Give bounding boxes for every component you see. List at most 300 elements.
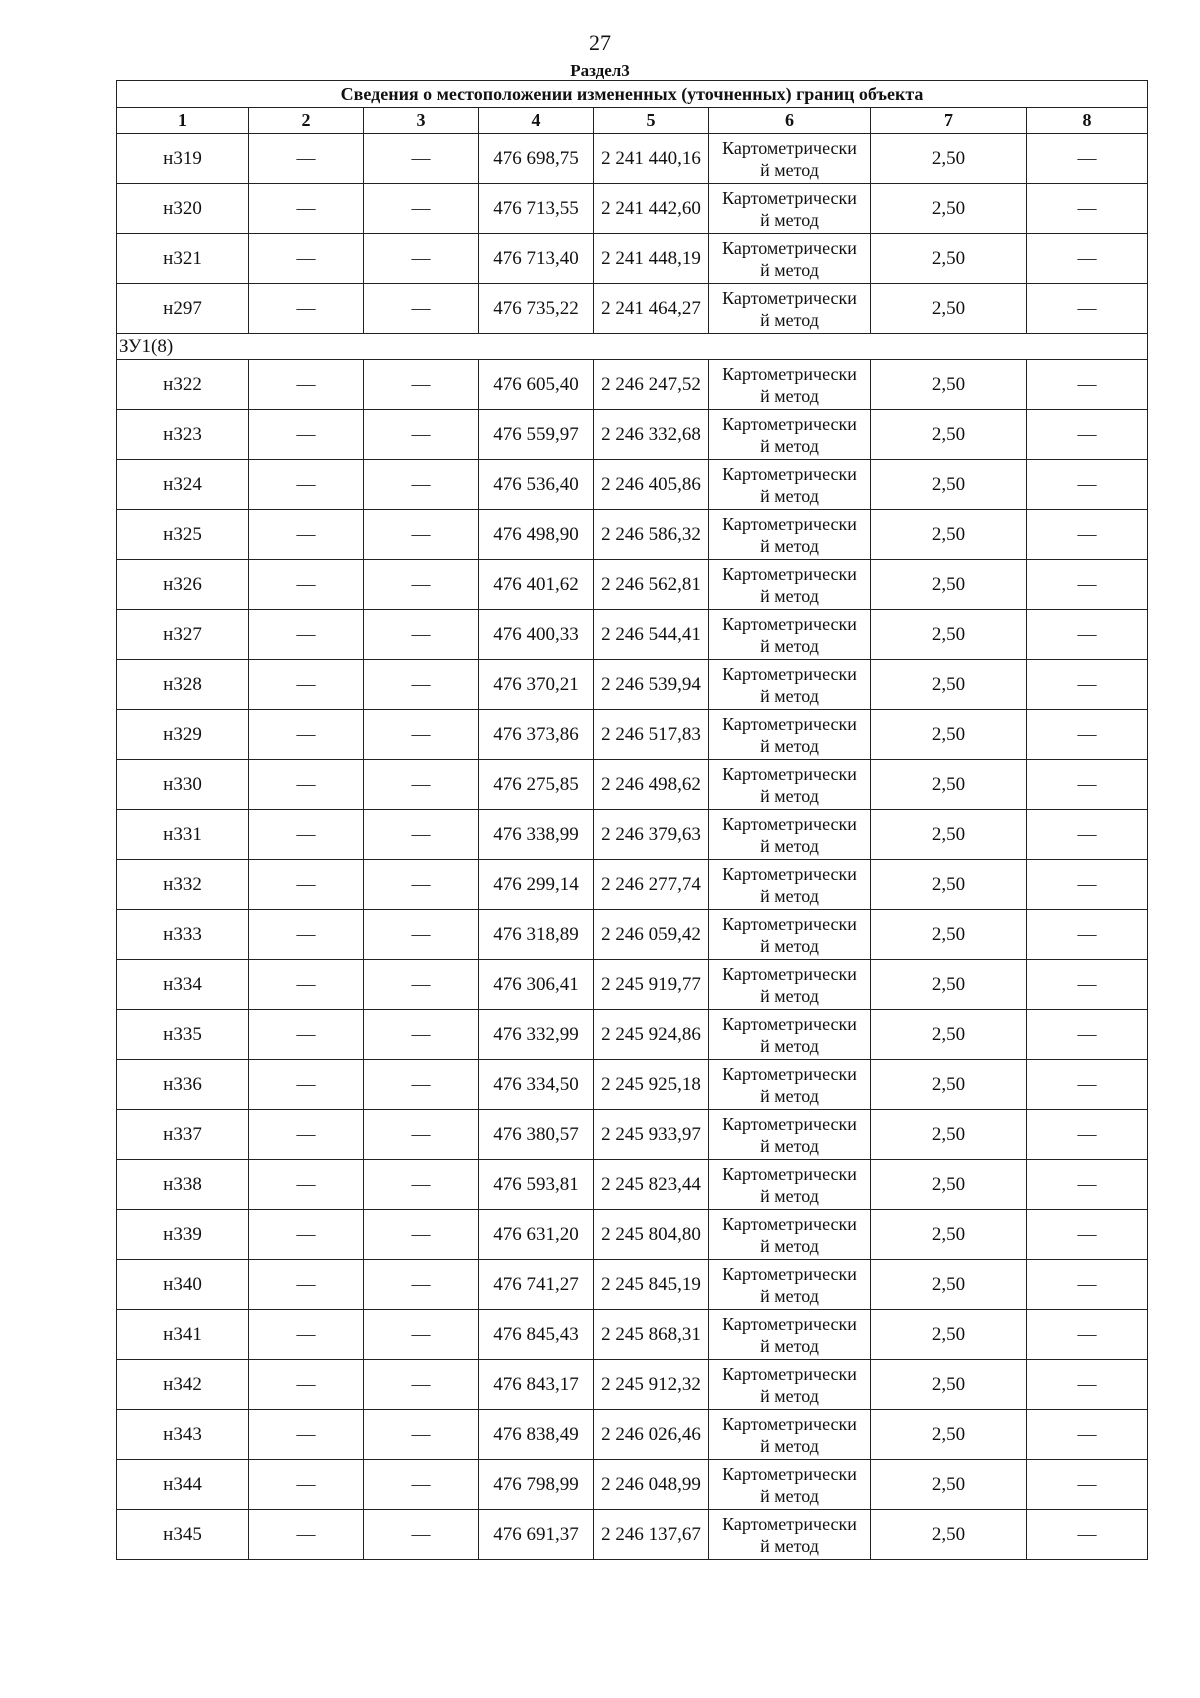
col3-cell: — xyxy=(364,1510,479,1560)
coord-x-cell: 476 691,37 xyxy=(479,1510,594,1560)
col2-cell: — xyxy=(249,410,364,460)
point-id-cell: н340 xyxy=(117,1260,249,1310)
method-line-1: Картометрически xyxy=(722,613,857,634)
coord-x-cell: 476 559,97 xyxy=(479,410,594,460)
coord-x-cell: 476 498,90 xyxy=(479,510,594,560)
coord-y-cell: 2 241 448,19 xyxy=(594,234,709,284)
accuracy-cell: 2,50 xyxy=(871,184,1027,234)
method-line-1: Картометрически xyxy=(722,1263,857,1284)
column-header: 1 xyxy=(117,108,249,134)
table-row xyxy=(117,610,1148,660)
method-cell xyxy=(709,1410,871,1460)
col2-cell: — xyxy=(249,1210,364,1260)
method-cell xyxy=(709,1310,871,1360)
accuracy-cell: 2,50 xyxy=(871,810,1027,860)
method-line-2: й метод xyxy=(760,1385,819,1406)
point-id-cell: н344 xyxy=(117,1460,249,1510)
accuracy-cell: 2,50 xyxy=(871,1060,1027,1110)
method-line-1: Картометрически xyxy=(722,237,857,258)
method-cell xyxy=(709,1460,871,1510)
method-line-2: й метод xyxy=(760,535,819,556)
table-row xyxy=(117,284,1148,334)
coord-x-cell: 476 275,85 xyxy=(479,760,594,810)
method-cell xyxy=(709,1360,871,1410)
coord-y-cell: 2 241 440,16 xyxy=(594,134,709,184)
col2-cell: — xyxy=(249,1010,364,1060)
col2-cell: — xyxy=(249,1160,364,1210)
coord-y-cell: 2 246 277,74 xyxy=(594,860,709,910)
method-cell xyxy=(709,1110,871,1160)
method-cell xyxy=(709,234,871,284)
accuracy-cell: 2,50 xyxy=(871,710,1027,760)
col3-cell: — xyxy=(364,134,479,184)
col8-cell: — xyxy=(1027,360,1148,410)
table-row xyxy=(117,660,1148,710)
method-line-2: й метод xyxy=(760,209,819,230)
method-line-1: Картометрически xyxy=(722,1313,857,1334)
coord-x-cell: 476 713,40 xyxy=(479,234,594,284)
point-id-cell: н321 xyxy=(117,234,249,284)
col3-cell: — xyxy=(364,1110,479,1160)
coord-x-cell: 476 306,41 xyxy=(479,960,594,1010)
col3-cell: — xyxy=(364,810,479,860)
col2-cell: — xyxy=(249,360,364,410)
col8-cell: — xyxy=(1027,960,1148,1010)
coord-y-cell: 2 246 405,86 xyxy=(594,460,709,510)
col3-cell: — xyxy=(364,460,479,510)
method-line-1: Картометрически xyxy=(722,513,857,534)
accuracy-cell: 2,50 xyxy=(871,960,1027,1010)
table-row xyxy=(117,510,1148,560)
method-cell xyxy=(709,910,871,960)
point-id-cell: н330 xyxy=(117,760,249,810)
point-id-cell: н322 xyxy=(117,360,249,410)
column-header: 2 xyxy=(249,108,364,134)
method-line-2: й метод xyxy=(760,885,819,906)
table-row xyxy=(117,234,1148,284)
coord-x-cell: 476 605,40 xyxy=(479,360,594,410)
coord-y-cell: 2 246 544,41 xyxy=(594,610,709,660)
coord-x-cell: 476 332,99 xyxy=(479,1010,594,1060)
point-id-cell: н326 xyxy=(117,560,249,610)
coord-y-cell: 2 245 933,97 xyxy=(594,1110,709,1160)
table-title-row xyxy=(117,81,1148,108)
method-cell xyxy=(709,284,871,334)
col8-cell: — xyxy=(1027,460,1148,510)
coord-x-cell: 476 631,20 xyxy=(479,1210,594,1260)
method-line-1: Картометрически xyxy=(722,813,857,834)
col3-cell: — xyxy=(364,1360,479,1410)
method-cell xyxy=(709,810,871,860)
coord-y-cell: 2 245 823,44 xyxy=(594,1160,709,1210)
method-line-2: й метод xyxy=(760,1085,819,1106)
point-id-cell: н335 xyxy=(117,1010,249,1060)
col8-cell: — xyxy=(1027,410,1148,460)
section-label: Раздел3 xyxy=(570,61,630,80)
table-row xyxy=(117,1260,1148,1310)
method-line-1: Картометрически xyxy=(722,1513,857,1534)
accuracy-cell: 2,50 xyxy=(871,1260,1027,1310)
col3-cell: — xyxy=(364,1010,479,1060)
accuracy-cell: 2,50 xyxy=(871,560,1027,610)
col2-cell: — xyxy=(249,1310,364,1360)
col3-cell: — xyxy=(364,1160,479,1210)
point-id-cell: н345 xyxy=(117,1510,249,1560)
col3-cell: — xyxy=(364,910,479,960)
col2-cell: — xyxy=(249,1410,364,1460)
accuracy-cell: 2,50 xyxy=(871,860,1027,910)
col8-cell: — xyxy=(1027,1460,1148,1510)
col3-cell: — xyxy=(364,710,479,760)
accuracy-cell: 2,50 xyxy=(871,1110,1027,1160)
coord-x-cell: 476 843,17 xyxy=(479,1360,594,1410)
method-line-1: Картометрически xyxy=(722,1113,857,1134)
method-cell xyxy=(709,410,871,460)
table-body xyxy=(117,134,1148,1560)
table-row xyxy=(117,1360,1148,1410)
method-line-2: й метод xyxy=(760,1035,819,1056)
method-line-1: Картометрически xyxy=(722,287,857,308)
col2-cell: — xyxy=(249,560,364,610)
table-row xyxy=(117,184,1148,234)
group-row xyxy=(117,334,1148,360)
accuracy-cell: 2,50 xyxy=(871,1160,1027,1210)
accuracy-cell: 2,50 xyxy=(871,134,1027,184)
method-line-2: й метод xyxy=(760,735,819,756)
method-line-2: й метод xyxy=(760,1135,819,1156)
col8-cell: — xyxy=(1027,560,1148,610)
method-line-2: й метод xyxy=(760,309,819,330)
col2-cell: — xyxy=(249,1510,364,1560)
method-line-1: Картометрически xyxy=(722,137,857,158)
coord-y-cell: 2 246 059,42 xyxy=(594,910,709,960)
coord-x-cell: 476 318,89 xyxy=(479,910,594,960)
table-row xyxy=(117,410,1148,460)
table-row xyxy=(117,1210,1148,1260)
col8-cell: — xyxy=(1027,710,1148,760)
point-id-cell: н334 xyxy=(117,960,249,1010)
col8-cell: — xyxy=(1027,234,1148,284)
table-row xyxy=(117,1060,1148,1110)
coord-y-cell: 2 245 919,77 xyxy=(594,960,709,1010)
method-line-1: Картометрически xyxy=(722,663,857,684)
coord-y-cell: 2 245 804,80 xyxy=(594,1210,709,1260)
col3-cell: — xyxy=(364,410,479,460)
coord-x-cell: 476 536,40 xyxy=(479,460,594,510)
method-cell xyxy=(709,1010,871,1060)
point-id-cell: н338 xyxy=(117,1160,249,1210)
col8-cell: — xyxy=(1027,1160,1148,1210)
method-cell xyxy=(709,560,871,610)
accuracy-cell: 2,50 xyxy=(871,284,1027,334)
col2-cell: — xyxy=(249,760,364,810)
method-line-2: й метод xyxy=(760,259,819,280)
col3-cell: — xyxy=(364,1210,479,1260)
method-line-2: й метод xyxy=(760,1235,819,1256)
method-cell xyxy=(709,1260,871,1310)
col2-cell: — xyxy=(249,960,364,1010)
col8-cell: — xyxy=(1027,660,1148,710)
point-id-cell: н337 xyxy=(117,1110,249,1160)
table-title: Сведения о местоположении измененных (уточненных) границ объекта xyxy=(117,81,1148,108)
coord-y-cell: 2 241 442,60 xyxy=(594,184,709,234)
point-id-cell: н297 xyxy=(117,284,249,334)
coord-y-cell: 2 246 517,83 xyxy=(594,710,709,760)
accuracy-cell: 2,50 xyxy=(871,1510,1027,1560)
coord-x-cell: 476 838,49 xyxy=(479,1410,594,1460)
col2-cell: — xyxy=(249,810,364,860)
column-header: 7 xyxy=(871,108,1027,134)
accuracy-cell: 2,50 xyxy=(871,760,1027,810)
table-row xyxy=(117,134,1148,184)
table-row xyxy=(117,910,1148,960)
method-line-2: й метод xyxy=(760,1535,819,1556)
method-cell xyxy=(709,1210,871,1260)
method-line-2: й метод xyxy=(760,585,819,606)
col8-cell: — xyxy=(1027,1310,1148,1360)
coord-y-cell: 2 245 912,32 xyxy=(594,1360,709,1410)
point-id-cell: н320 xyxy=(117,184,249,234)
col8-cell: — xyxy=(1027,1060,1148,1110)
coord-y-cell: 2 246 332,68 xyxy=(594,410,709,460)
col2-cell: — xyxy=(249,710,364,760)
method-line-1: Картометрически xyxy=(722,187,857,208)
point-id-cell: н342 xyxy=(117,1360,249,1410)
col2-cell: — xyxy=(249,660,364,710)
col8-cell: — xyxy=(1027,760,1148,810)
method-line-1: Картометрически xyxy=(722,1163,857,1184)
accuracy-cell: 2,50 xyxy=(871,234,1027,284)
point-id-cell: н331 xyxy=(117,810,249,860)
method-line-1: Картометрически xyxy=(722,1013,857,1034)
col3-cell: — xyxy=(364,660,479,710)
point-id-cell: н341 xyxy=(117,1310,249,1360)
method-line-2: й метод xyxy=(760,635,819,656)
method-line-2: й метод xyxy=(760,159,819,180)
col8-cell: — xyxy=(1027,1510,1148,1560)
col8-cell: — xyxy=(1027,1110,1148,1160)
col2-cell: — xyxy=(249,460,364,510)
col3-cell: — xyxy=(364,610,479,660)
point-id-cell: н343 xyxy=(117,1410,249,1460)
table-row xyxy=(117,1010,1148,1060)
method-line-1: Картометрически xyxy=(722,463,857,484)
table-row xyxy=(117,1160,1148,1210)
group-label: ЗУ1(8) xyxy=(117,334,1148,360)
method-line-1: Картометрически xyxy=(722,713,857,734)
column-header: 4 xyxy=(479,108,594,134)
col3-cell: — xyxy=(364,1060,479,1110)
method-line-1: Картометрически xyxy=(722,413,857,434)
table-row xyxy=(117,860,1148,910)
col8-cell: — xyxy=(1027,1360,1148,1410)
point-id-cell: н325 xyxy=(117,510,249,560)
method-cell xyxy=(709,1060,871,1110)
method-line-1: Картометрически xyxy=(722,1063,857,1084)
table-row xyxy=(117,1410,1148,1460)
col2-cell: — xyxy=(249,134,364,184)
coord-y-cell: 2 246 137,67 xyxy=(594,1510,709,1560)
table-row xyxy=(117,560,1148,610)
col2-cell: — xyxy=(249,910,364,960)
method-cell xyxy=(709,1510,871,1560)
column-header-row xyxy=(117,108,1148,134)
method-line-2: й метод xyxy=(760,785,819,806)
method-cell xyxy=(709,610,871,660)
table-row xyxy=(117,960,1148,1010)
accuracy-cell: 2,50 xyxy=(871,1410,1027,1460)
table-row xyxy=(117,710,1148,760)
method-cell xyxy=(709,134,871,184)
method-line-2: й метод xyxy=(760,685,819,706)
accuracy-cell: 2,50 xyxy=(871,360,1027,410)
col3-cell: — xyxy=(364,1410,479,1460)
coord-x-cell: 476 713,55 xyxy=(479,184,594,234)
accuracy-cell: 2,50 xyxy=(871,460,1027,510)
coord-y-cell: 2 246 586,32 xyxy=(594,510,709,560)
accuracy-cell: 2,50 xyxy=(871,1010,1027,1060)
method-line-2: й метод xyxy=(760,1285,819,1306)
table-row xyxy=(117,460,1148,510)
col8-cell: — xyxy=(1027,284,1148,334)
coord-x-cell: 476 338,99 xyxy=(479,810,594,860)
point-id-cell: н336 xyxy=(117,1060,249,1110)
coord-x-cell: 476 401,62 xyxy=(479,560,594,610)
method-line-1: Картометрически xyxy=(722,1463,857,1484)
coord-x-cell: 476 400,33 xyxy=(479,610,594,660)
method-cell xyxy=(709,660,871,710)
method-line-2: й метод xyxy=(760,1335,819,1356)
coord-y-cell: 2 246 048,99 xyxy=(594,1460,709,1510)
method-line-1: Картометрически xyxy=(722,763,857,784)
col8-cell: — xyxy=(1027,1410,1148,1460)
col8-cell: — xyxy=(1027,860,1148,910)
col3-cell: — xyxy=(364,360,479,410)
coord-y-cell: 2 246 379,63 xyxy=(594,810,709,860)
method-line-2: й метод xyxy=(760,385,819,406)
point-id-cell: н323 xyxy=(117,410,249,460)
method-line-2: й метод xyxy=(760,1485,819,1506)
col8-cell: — xyxy=(1027,184,1148,234)
coord-x-cell: 476 380,57 xyxy=(479,1110,594,1160)
point-id-cell: н332 xyxy=(117,860,249,910)
table-row xyxy=(117,1110,1148,1160)
method-line-1: Картометрически xyxy=(722,913,857,934)
method-cell xyxy=(709,184,871,234)
table-row xyxy=(117,1310,1148,1360)
table-row xyxy=(117,810,1148,860)
method-line-1: Картометрически xyxy=(722,863,857,884)
point-id-cell: н324 xyxy=(117,460,249,510)
coord-y-cell: 2 245 845,19 xyxy=(594,1260,709,1310)
col3-cell: — xyxy=(364,760,479,810)
col2-cell: — xyxy=(249,1360,364,1410)
boundary-points-table xyxy=(116,80,1148,1560)
method-line-1: Картометрически xyxy=(722,363,857,384)
method-line-2: й метод xyxy=(760,935,819,956)
col3-cell: — xyxy=(364,1310,479,1360)
coord-x-cell: 476 735,22 xyxy=(479,284,594,334)
coord-y-cell: 2 246 562,81 xyxy=(594,560,709,610)
point-id-cell: н328 xyxy=(117,660,249,710)
col2-cell: — xyxy=(249,284,364,334)
coord-y-cell: 2 246 247,52 xyxy=(594,360,709,410)
coord-y-cell: 2 245 925,18 xyxy=(594,1060,709,1110)
page-number: 27 xyxy=(589,30,611,55)
accuracy-cell: 2,50 xyxy=(871,1210,1027,1260)
accuracy-cell: 2,50 xyxy=(871,1460,1027,1510)
accuracy-cell: 2,50 xyxy=(871,1360,1027,1410)
method-line-2: й метод xyxy=(760,835,819,856)
accuracy-cell: 2,50 xyxy=(871,410,1027,460)
coord-y-cell: 2 246 026,46 xyxy=(594,1410,709,1460)
col3-cell: — xyxy=(364,960,479,1010)
method-line-1: Картометрически xyxy=(722,1363,857,1384)
coord-x-cell: 476 334,50 xyxy=(479,1060,594,1110)
col2-cell: — xyxy=(249,1460,364,1510)
col2-cell: — xyxy=(249,510,364,560)
coord-y-cell: 2 241 464,27 xyxy=(594,284,709,334)
method-line-2: й метод xyxy=(760,985,819,1006)
coord-y-cell: 2 245 924,86 xyxy=(594,1010,709,1060)
col8-cell: — xyxy=(1027,1010,1148,1060)
col8-cell: — xyxy=(1027,1210,1148,1260)
coord-x-cell: 476 370,21 xyxy=(479,660,594,710)
col2-cell: — xyxy=(249,1110,364,1160)
column-header: 6 xyxy=(709,108,871,134)
table-row xyxy=(117,360,1148,410)
coord-x-cell: 476 845,43 xyxy=(479,1310,594,1360)
col8-cell: — xyxy=(1027,1260,1148,1310)
point-id-cell: н339 xyxy=(117,1210,249,1260)
method-line-1: Картометрически xyxy=(722,563,857,584)
column-header: 8 xyxy=(1027,108,1148,134)
method-line-2: й метод xyxy=(760,485,819,506)
point-id-cell: н319 xyxy=(117,134,249,184)
col8-cell: — xyxy=(1027,910,1148,960)
coord-x-cell: 476 741,27 xyxy=(479,1260,594,1310)
col2-cell: — xyxy=(249,1260,364,1310)
coord-x-cell: 476 798,99 xyxy=(479,1460,594,1510)
column-header: 5 xyxy=(594,108,709,134)
point-id-cell: н327 xyxy=(117,610,249,660)
method-cell xyxy=(709,460,871,510)
method-line-1: Картометрически xyxy=(722,1413,857,1434)
point-id-cell: н329 xyxy=(117,710,249,760)
col2-cell: — xyxy=(249,610,364,660)
col3-cell: — xyxy=(364,860,479,910)
method-line-2: й метод xyxy=(760,1185,819,1206)
coord-x-cell: 476 698,75 xyxy=(479,134,594,184)
accuracy-cell: 2,50 xyxy=(871,610,1027,660)
coord-x-cell: 476 593,81 xyxy=(479,1160,594,1210)
col3-cell: — xyxy=(364,1460,479,1510)
method-cell xyxy=(709,860,871,910)
col8-cell: — xyxy=(1027,810,1148,860)
col8-cell: — xyxy=(1027,510,1148,560)
col2-cell: — xyxy=(249,184,364,234)
col3-cell: — xyxy=(364,560,479,610)
method-cell xyxy=(709,960,871,1010)
table-row xyxy=(117,1460,1148,1510)
point-id-cell: н333 xyxy=(117,910,249,960)
coord-x-cell: 476 299,14 xyxy=(479,860,594,910)
column-header: 3 xyxy=(364,108,479,134)
coord-y-cell: 2 246 498,62 xyxy=(594,760,709,810)
col3-cell: — xyxy=(364,234,479,284)
coord-y-cell: 2 245 868,31 xyxy=(594,1310,709,1360)
accuracy-cell: 2,50 xyxy=(871,1310,1027,1360)
